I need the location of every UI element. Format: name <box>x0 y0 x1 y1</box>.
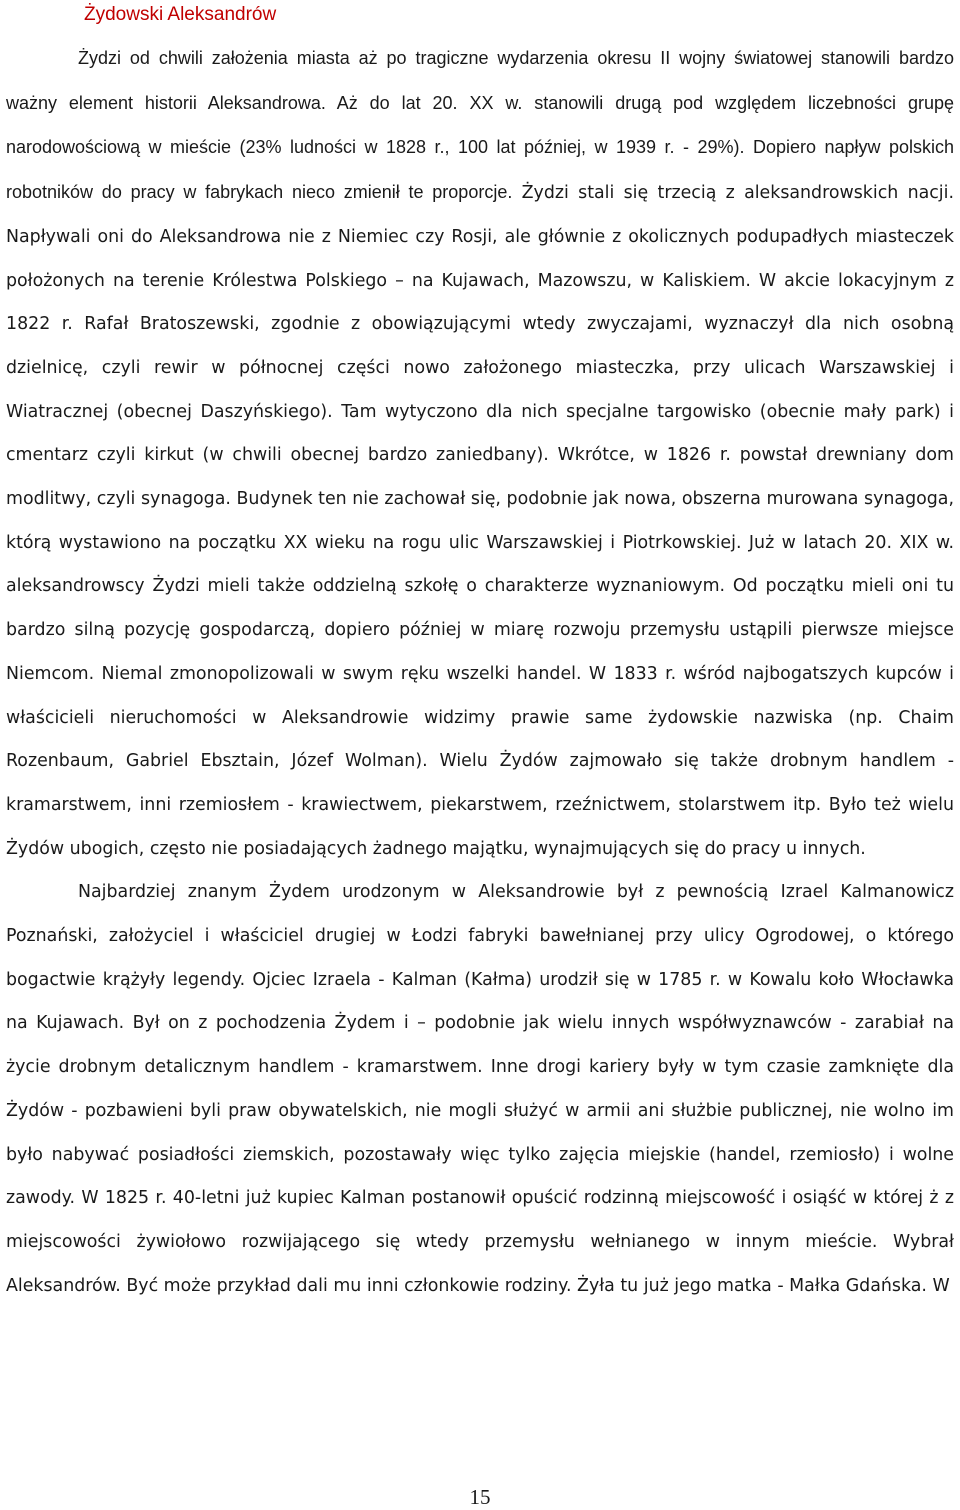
page-title: Żydowski Aleksandrów <box>84 4 277 25</box>
paragraph-1-part-b: Żydzi stali się trzecią z aleksandrowskich nacji. Napływali oni do Aleksandrowa nie z Niemiec czy Rosji, ale głównie z okolicznych podupadłych miasteczek położonych na terenie Królestwa Polskiego – na Kujawach, Mazowszu, w Kaliskiem. W akcie lokacyjnym z 1822 r. Rafał Bratoszewski, zgodnie z obowiązującymi wtedy zwyczajami, wyznaczył dla nich osobną dzielnicę, czyli rewir w północnej części nowo założonego miasteczka, przy ulicach Warszawskiej i Wiatracznej (obecnej Daszyńskiego). Tam wytyczono dla nich specjalne targowisko (obecnie mały park) i cmentarz czyli kirkut (w chwili obecnej bardzo zaniedbany). Wkrótce, w 1826 r. powstał drewniany dom modlitwy, czyli synagoga. Budynek ten nie zachował się, podobnie jak nowa, obszerna murowana synagoga, którą wystawiono na początku XX wieku na rogu ulic Warszawskiej i Piotrkowskiej. Już w latach 20. XIX w. aleksandrowscy Żydzi mieli także oddzielną szkołę o charakterze wyznaniowym. Od początku mieli oni tu bardzo silną pozycję gospodarczą, dopiero później w miarę rozwoju przemysłu ustąpili pierwsze miejsce Niemcom. Niemal zmonopolizowali w swym ręku wszelki handel. W 1833 r. wśród najbogatszych kupców i właścicieli nieruchomości w Aleksandrowie widzimy prawie same żydowskie nazwiska (np. Chaim Rozenbaum, Gabriel Ebsztain, Józef Wolman). Wielu Żydów zajmowało się także drobnym handlem - kramarstwem, inni rzemiosłem - krawiectwem, piekarstwem, rzeźnictwem, stolarstwem itp. Było też wielu Żydów ubogich, często nie posiadających żadnego majątku, wynajmujących się do pracy u innych. <box>6 183 955 859</box>
document-body <box>6 37 954 1308</box>
paragraph-2: Najbardziej znanym Żydem urodzonym w Aleksandrowie był z pewnością Izrael Kalmanowicz Poznański, założyciel i właściciel drugiej w Łodzi fabryki bawełnianej przy ulicy Ogrodowej, o którego bogactwie krążyły legendy. Ojciec Izraela - Kalman (Kałma) urodził się w 1785 r. w Kowalu koło Włocławka na Kujawach. Był on z pochodzenia Żydem i – podobnie jak wielu innych współwyznawców - zarabiał na życie drobnym detalicznym handlem - kramarstwem. Inne drogi kariery były w tym czasie zamknięte dla Żydów - pozbawieni byli praw obywatelskich, nie mogli służyć w armii ani służbie publicznej, nie wolno im było nabywać posiadłości ziemskich, pozostawały więc tylko zajęcia miejskie (handel, rzemiosło) i wolne zawody. W 1825 r. 40-letni już kupiec Kalman postanowił opuścić rodzinną miejscowość i osiąść w której ż z miejscowości żywiołowo rozwijającego się wtedy przemysłu wełnianego w innym mieście. Wybrał Aleksandrów. Być może przykład dali mu inni członkowie rodziny. Żyła tu już jego matka - Małka Gdańska. W <box>6 882 954 1296</box>
page-number: 15 <box>469 1485 491 1509</box>
paragraph-1 <box>6 37 954 871</box>
paragraph-1-part-a: Żydzi od chwili założenia miasta aż po tragiczne wydarzenia okresu II wojny światowej stanowili bardzo ważny element historii Aleksandrowa. Aż do lat 20. XX w. stanowili drugą pod względem liczebności grupę narodowościową w mieście (23% ludności w 1828 r., 100 lat później, w 1939 r. - 29%). Dopiero napływ polskich robotników do pracy w fabrykach nieco zmienił te proporcje. <box>6 48 954 203</box>
